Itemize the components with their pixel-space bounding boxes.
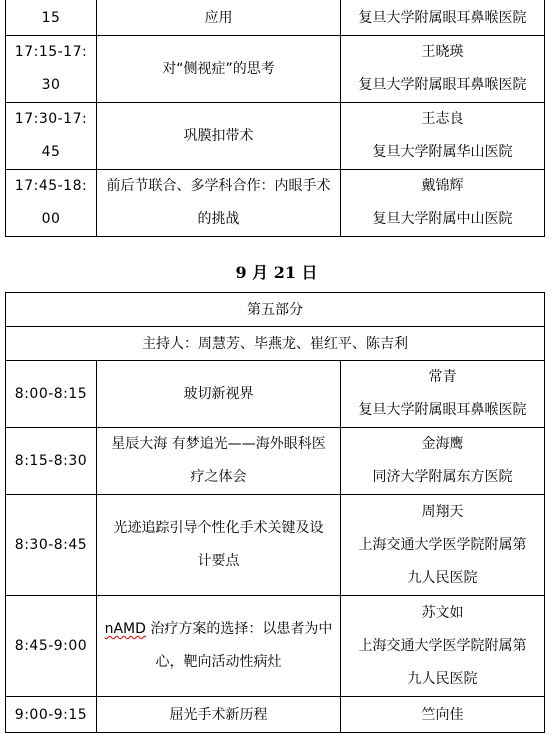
time-text: 30	[41, 77, 61, 93]
affiliation-text: 复旦大学附属眼耳鼻喉医院	[358, 77, 527, 93]
topic-text: 的挑战	[197, 211, 240, 227]
speaker-name: 戴锦辉	[421, 178, 464, 194]
time-cell: 8:00-8:15	[6, 361, 97, 428]
speaker-name: 苏文如	[421, 604, 464, 621]
time-text: 45	[41, 144, 61, 160]
topic-cell	[97, 361, 341, 428]
time-cell	[6, 0, 97, 36]
schedule-table-day1	[5, 0, 545, 237]
time-text: 17:15-17:	[14, 44, 88, 60]
table-row	[6, 103, 545, 170]
table-row	[6, 428, 545, 495]
topic-text: 应用	[204, 9, 233, 26]
topic-cell	[97, 495, 341, 596]
time-cell	[6, 170, 97, 237]
topic-prefix: nAMD	[104, 621, 146, 637]
affiliation-text: 复旦大学附属眼耳鼻喉医院	[358, 402, 527, 418]
time-cell: 8:45-9:00	[6, 596, 97, 697]
time-text: 15	[41, 9, 61, 26]
section-row	[6, 293, 545, 327]
topic-text: 疗之体会	[190, 469, 247, 485]
speaker-cell	[341, 0, 545, 36]
speaker-name: 常青	[428, 369, 457, 385]
topic-text: 屈光手术新历程	[169, 706, 268, 723]
time-cell: 8:15-8:30	[6, 428, 97, 495]
time-cell: 8:30-8:45	[6, 495, 97, 596]
speaker-cell	[341, 596, 545, 697]
table-row	[6, 0, 545, 36]
affiliation-text: 复旦大学附属中山医院	[372, 211, 513, 227]
topic-cell	[97, 596, 341, 697]
speaker-name: 王志良	[421, 111, 464, 127]
topic-text: 前后节联合、多学科合作：内眼手术	[106, 178, 331, 194]
topic-cell	[97, 36, 341, 103]
affiliation-text: 九人民医院	[407, 670, 478, 687]
date-heading: 9 月 21 日	[235, 263, 318, 282]
affiliation-text: 同济大学附属东方医院	[372, 469, 513, 485]
topic-cell	[97, 103, 341, 170]
speaker-cell	[341, 697, 545, 733]
time-cell: 9:00-9:15	[6, 697, 97, 733]
affiliation-text: 上海交通大学医学院附属第	[358, 536, 527, 553]
speaker-cell	[341, 361, 545, 428]
topic-text: 巩膜扣带术	[183, 128, 254, 144]
speaker-cell	[341, 170, 545, 237]
speaker-name: 王晓瑛	[421, 44, 464, 60]
schedule-table-day2	[5, 292, 545, 733]
time-text: 00	[41, 211, 61, 227]
topic-text: 对“侧视症”的思考	[162, 61, 275, 77]
table-row	[6, 36, 545, 103]
time-text: 17:45-18:	[14, 178, 88, 194]
speaker-cell	[341, 36, 545, 103]
topic-cell	[97, 170, 341, 237]
topic-cell	[97, 0, 341, 36]
affiliation-text: 复旦大学附属眼耳鼻喉医院	[358, 9, 527, 26]
section-title: 第五部分	[6, 293, 545, 327]
topic-cell	[97, 428, 341, 495]
speaker-name: 金海鹰	[421, 436, 464, 452]
speaker-name: 周翔天	[421, 503, 464, 520]
topic-text: 星辰大海 有梦追光——海外眼科医	[111, 436, 326, 452]
topic-text: 计要点	[197, 553, 240, 569]
time-text: 17:30-17:	[14, 111, 88, 127]
speaker-cell	[341, 495, 545, 596]
table-row	[6, 170, 545, 237]
topic-text: 光迹追踪引导个性化手术关键及设	[113, 520, 324, 536]
table-row	[6, 596, 545, 697]
topic-text: 治疗方案的选择：以患者为中	[150, 621, 333, 637]
speaker-name: 竺向佳	[421, 706, 464, 723]
affiliation-text: 复旦大学附属华山医院	[372, 144, 513, 160]
affiliation-text: 九人民医院	[407, 569, 478, 586]
hosts-row	[6, 327, 545, 361]
topic-text: 玻切新视界	[183, 386, 254, 402]
speaker-cell	[341, 103, 545, 170]
time-cell	[6, 103, 97, 170]
table-row	[6, 495, 545, 596]
affiliation-text: 上海交通大学医学院附属第	[358, 637, 527, 654]
table-row	[6, 361, 545, 428]
time-cell	[6, 36, 97, 103]
topic-cell	[97, 697, 341, 733]
topic-text: 心，靶向活动性病灶	[155, 654, 282, 670]
table-row	[6, 697, 545, 733]
speaker-cell	[341, 428, 545, 495]
hosts-text: 主持人：周慧芳、毕燕龙、崔红平、陈吉利	[6, 327, 545, 361]
